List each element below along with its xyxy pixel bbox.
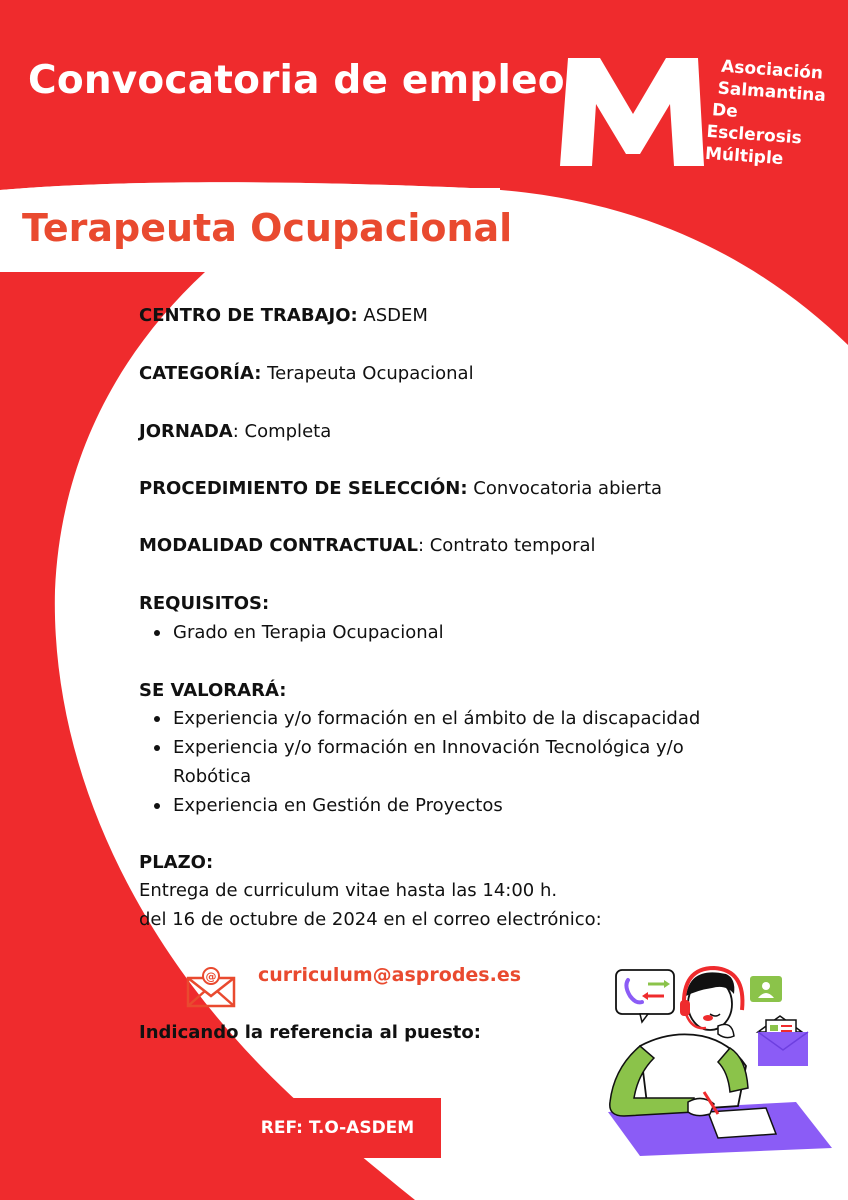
valorara-list: [139, 704, 700, 820]
list-item: Experiencia en Gestión de Proyectos: [139, 791, 700, 820]
logo-line-1: Asociación: [720, 56, 824, 84]
field-categoria: [139, 363, 474, 384]
reference-button-label: REF: T.O-ASDEM: [260, 1118, 415, 1138]
valorara-label: SE VALORARÁ:: [139, 680, 287, 701]
field-jornada-value: : Completa: [232, 421, 332, 442]
reference-button: [234, 1098, 441, 1158]
email-link[interactable]: curriculum@asprodes.es: [258, 964, 522, 986]
field-modalidad: [139, 535, 596, 556]
requisitos-label: REQUISITOS:: [139, 593, 270, 614]
field-jornada: [139, 421, 331, 442]
contact-card-icon: [750, 976, 782, 1002]
field-modalidad-label: MODALIDAD CONTRACTUAL: [139, 535, 418, 556]
plazo-heading: [139, 852, 213, 873]
person-at-desk-illustration: [600, 962, 840, 1158]
logo-line-5: Múltiple: [704, 143, 784, 170]
logo-line-2: Salmantina: [716, 78, 827, 107]
job-title: Terapeuta Ocupacional: [22, 206, 513, 250]
field-centro: [139, 305, 428, 326]
field-categoria-label: CATEGORÍA:: [139, 363, 262, 384]
logo-line-3: De: [711, 100, 739, 122]
list-item: Grado en Terapia Ocupacional: [139, 618, 444, 647]
list-item-continuation: Robótica: [173, 766, 252, 787]
plazo-line-1: Entrega de curriculum vitae hasta las 14:00 h.: [139, 880, 558, 901]
field-centro-label: CENTRO DE TRABAJO:: [139, 305, 358, 326]
field-modalidad-value: : Contrato temporal: [417, 535, 596, 556]
field-centro-value: ASDEM: [357, 305, 428, 326]
plazo-label: PLAZO:: [139, 852, 214, 873]
list-item-text: Experiencia y/o formación en Innovación Tecnológica y/o: [173, 737, 684, 758]
requisitos-heading: [139, 593, 269, 614]
logo-text: [704, 55, 828, 173]
header-title: Convocatoria de empleo: [28, 58, 565, 103]
logo-line-4: Esclerosis: [705, 121, 803, 149]
field-procedimiento: [139, 478, 662, 499]
logo-m-icon: [560, 52, 706, 168]
mail-icon: [758, 1016, 808, 1066]
phone-icon: [616, 970, 674, 1022]
field-procedimiento-label: PROCEDIMIENTO DE SELECCIÓN:: [139, 478, 468, 499]
valorara-heading: [139, 680, 286, 701]
field-categoria-value: Terapeuta Ocupacional: [261, 363, 474, 384]
envelope-at-icon: [186, 966, 236, 1008]
plazo-line-2: del 16 de octubre de 2024 en el correo electrónico:: [139, 909, 602, 930]
svg-text:@: @: [205, 970, 217, 983]
field-jornada-label: JORNADA: [139, 421, 233, 442]
list-item: Experiencia y/o formación en el ámbito de la discapacidad: [139, 704, 700, 733]
reference-label: Indicando la referencia al puesto:: [139, 1022, 481, 1043]
field-procedimiento-value: Convocatoria abierta: [467, 478, 663, 499]
list-item: [139, 733, 700, 791]
requisitos-list: [139, 618, 444, 647]
